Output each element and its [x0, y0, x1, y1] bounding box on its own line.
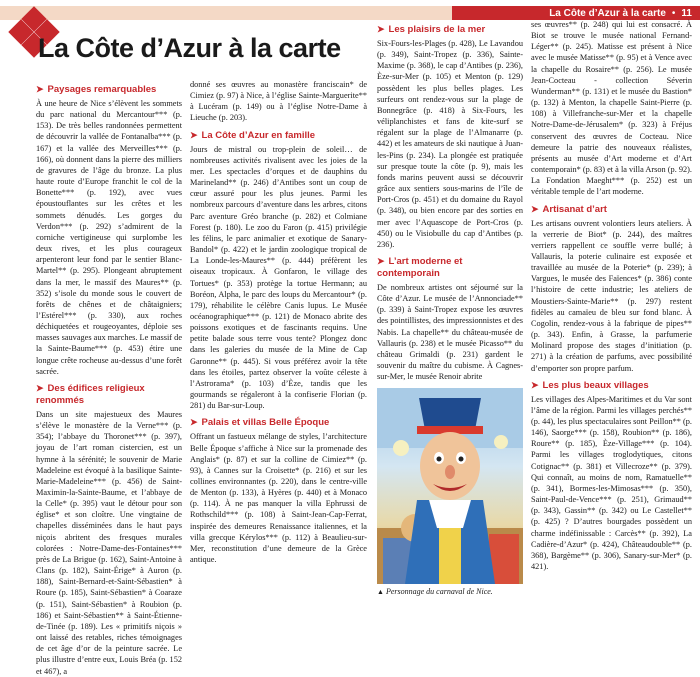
page-number: 11	[681, 7, 692, 19]
header-band	[452, 6, 700, 20]
paragraph: donné ses œuvres au monastère franciscain* de Cimiez (p. 97) à Nice, à l’église Sainte-Marguerite** à Lucéram (p. 149) ou à l’église Notre-Dame à Lieuche (p. 203).	[190, 80, 367, 123]
paragraph: Dans un site majestueux des Maures s’élève le monastère de la Verne*** (p. 354); l’abbaye du Thoronet*** (p. 397), joyau de l’art roman cistercien, est un hymne à la sérénité; le souvenir de Marie Madeleine est évoqué à la basilique Sainte-Marie-Madeleine*** (p. 456) de Saint-Maximin-la-Sainte-Baume, et l’abbaye de la Celle* (p. 395) vaut le détour pour son église* et son cloître. Une vingtaine de chapelles disséminées dans le haut pays niçois abritent des fresques murales colorées : Notre-Dame-des-Fontaines*** près de La Brigue (p. 162), Saint-Antoine à Clans (p. 182), Saint-Érige* à Auron (p. 188), Saint-Bernard-et-Saint-Sébastien* à Roure (p. 185), Saint-Sébastien* à Coaraze (p. 151), Saint-Sébastien* à Roubion (p. 186) et Saint-Sébastien** à Saint-Étienne-de-Tinée (p. 189). Les « primitifs niçois » ont laissé des retables, riches témoignages de cet âge d’or de la peinture sacrée. Le plus illustre d’entre eux, Louis Bréa (p. 152 et 467), a	[36, 409, 182, 676]
section-heading: ➤ Les plaisirs de la mer	[377, 24, 486, 35]
arrow-icon: ➤	[190, 417, 198, 428]
section-heading: ➤ Paysages remarquables	[36, 84, 157, 95]
page-title: La Côte d’Azur à la carte	[38, 33, 341, 63]
paragraph: Les villages des Alpes-Maritimes et du Var sont l’âme de la région. Parmi les villages perchés** (p. 44), les plus spectaculaires sont Peillon** (p. 146), Saorge*** (p. 158), Roubion** (p. 186), Roure** (p. 185), Èze-Village*** (p. 104). Parmi les villages troglodytiques, citons Cotignac** (p. 381) et Villecroze** (p. 379). Qui connaît, au moins de nom, Ramatuelle** (p. 341), Bormes-les-Mimosas*** (p. 350), Saint-Paul-de-Vence*** (p. 251), Grimaud** (p. 343), Gassin** (p. 342) ou Le Castellet** (p. 425) ? D’autres bourgades possèdent un charme indéfinissable : Carcès** (p. 392), La Cadière-d’Azur* (p. 424), Châteaudouble** (p. 368), Bargème** (p. 306), Sanary-sur-Mer* (p. 421).	[531, 394, 692, 572]
arrow-icon: ➤	[36, 84, 44, 94]
column-4	[531, 19, 692, 572]
section-heading: ➤ L’art moderne et contemporain	[377, 255, 463, 279]
column-2	[190, 79, 367, 565]
photo-caption: ▲ Personnage du carnaval de Nice.	[377, 587, 493, 597]
column-3	[377, 19, 523, 597]
header-separator: •	[671, 7, 676, 19]
arrow-icon: ➤	[377, 24, 385, 34]
section-heading: ➤ Palais et villas Belle Époque	[190, 417, 330, 429]
section-heading: ➤ Des édifices religieux renommés	[36, 382, 145, 406]
section-heading: ➤ Les plus beaux villages	[531, 379, 649, 391]
arrow-icon: ➤	[190, 129, 198, 140]
arrow-icon: ➤	[36, 382, 44, 393]
arrow-icon: ➤	[531, 379, 539, 390]
arrow-icon: ➤	[531, 203, 539, 214]
arrow-icon: ➤	[377, 255, 385, 266]
header-pale-strip	[0, 6, 452, 20]
paragraph: Offrant un fastueux mélange de styles, l’architecture Belle Époque s’affiche à Nice sur la promenade des Anglais* (p. 87) et sur la colline de Cimiez** (p. 93), à Cannes sur la Croisette* (p. 216) et sur les collines environnantes (p. 220), dans le centre-ville de Menton (p. 133), à Hyères (p. 440) et à Monaco (p. 114). À ne pas manquer la villa Ephrussi de Rothschild*** (p. 108) à Saint-Jean-Cap-Ferrat, inspirée des demeures Renaissance italiennes, et la villa grecque Kérylos*** (p. 112) à Beaulieu-sur-Mer, reconstitution d’une demeure de la Grèce antique.	[190, 432, 367, 565]
section-heading: ➤ La Côte d’Azur en famille	[190, 129, 316, 141]
paragraph: ses œuvres** (p. 248) qui lui est consacré. À Biot se trouve le musée national Fernand-Léger** (p. 245). Matisse est présent à Nice avec le musée Matisse** (p. 95) et à Vence avec la chapelle du Rosaire** (p. 256). Le musée Jean-Cocteau - collection Séverin Wunderman** (p. 131) et le musée du Bastion* (p. 132) à Menton, la chapelle Saint-Pierre (p. 108) à Villefranche-sur-Mer et la chapelle Notre-Dame-de-Jérusalem* (p. 323) à Fréjus conservent des œuvres de Cocteau. Nice demeure la patrie des nouveaux réalistes, présents au musée d’Art moderne et d’Art contemporain* (p. 83) et à la villa Arson (p. 92). La Fondation Maeght*** (p. 252) est un véritable temple de l’art moderne.	[531, 20, 692, 197]
column-1	[36, 79, 182, 676]
section-heading: ➤ Artisanat d’art	[531, 203, 607, 215]
paragraph: Les artisans ouvrent volontiers leurs ateliers. À la verrerie de Biot* (p. 244), des maîtres verriers rappellent ce souffle verre bullé; à Vallauris, la poterie culinaire est exposée et travaillée au musée de la Poterie* (p. 239); à Vargues, le musée des Faïences* (p. 386) conte l’histoire de cette industrie; les ateliers de Moustiers-Sainte-Marie** (p. 297) restent fidèles au camaïeu de bleu sur fond blanc. À Cogolin, rendez-vous à la fabrique de pipes** (p. 343). Enfin, à Grasse, la parfumerie Molinard propose des stages d’initiation (p. 271) à la création de parfums, avec possibilité d’emporter son propre parfum.	[531, 218, 692, 373]
paragraph: À une heure de Nice s’élèvent les sommets du parc national du Mercantour*** (p. 153). De très belles randonnées permettent de découvrir la vallée de Fontanalba*** (p. 167) et la vallée des Merveilles*** (p. 166), où donnent dans la pierre des milliers de gravures de l’âge du bronze. La plus haute route d’Europe franchit le col de la Bonette*** (p. 192), avec vues époustouflantes sur les crêtes et les sommets dénudés. Les gorges du Verdon*** (p. 292) s’admirent de la corniche vertigineuse qui surplombe les deux rives, et les plus courageux arpenteront leur fond par le sentier Blanc-Martel** (p. 295). Plongeant abruptement dans la mer, le massif des Maures** (p. 352) s’isole du monde sous le couvert de forêts de chênes et de châtaigniers; l’Estérel*** (p. 330), aux roches déchiquetées et rougeoyantes, déploie ses masses sauvages aux marches. Le massif de la Sainte-Baume*** (p. 453) étire une longue crête rocheuse au-dessus d’une forêt sacrée.	[36, 99, 182, 376]
triangle-icon: ▲	[377, 588, 384, 597]
paragraph: Six-Fours-les-Plages (p. 428), Le Lavandou (p. 349), Saint-Tropez (p. 336), Sainte-Maxime (p. 368), le cap d’Antibes (p. 236), Èze-sur-Mer (p. 105) et Menton (p. 129) possèdent les plus belles plages. Les surfeurs ont rendez-vous sur la plage de Bonnegrâce (p. 418) à Six-Fours, les véliplanchistes et fans de kite-surf se régalent sur la plage de l’Almanarre (p. 442) et les amateurs de ski nautique à Juan-les-Pins (p. 234). La plongée est pratiquée sur presque toute la côte (p. 9), mais les fonds marins peuvent aussi se découvrir grâce aux sentiers sous-marins de l’île de Port-Cros (p. 451) et du domaine du Rayol (p. 348), ou bien encore par des sorties en mer avec l’Aquascope de Port-Cros (p. 450) ou le Visiobulle du cap d’Antibes (p. 236).	[377, 39, 523, 249]
carnival-figure-illustration	[377, 388, 523, 584]
carnival-photo	[377, 388, 523, 584]
running-title: La Côte d’Azur à la carte	[549, 7, 666, 19]
paragraph: De nombreux artistes ont séjourné sur la Côte d’Azur. Le musée de l’Annonciade** (p. 339) à Saint-Tropez expose les œuvres des pointillistes, des impressionnistes et des Nabis. La chapelle** du château-musée de Vallauris (p. 238) et le musée Picasso** du château Grimaldi (p. 231) gardent le souvenir du maître du cubisme. À Cagnes-sur-Mer, le musée Renoir abrite	[377, 282, 523, 382]
paragraph: Jours de mistral ou trop-plein de soleil… de nombreuses activités rivalisent avec les joies de la mer. Les spectacles d’orques et de dauphins du Marineland** (p. 246) d’Antibes sont un coup de cœur assuré pour les plus jeunes. Parmi les nombreux parcours d’aventure dans les arbres, citons Parc aventure Gréo branche (p. 282) et Colmiane Forest (p. 180). Le zoo du Faron (p. 415) privilégie les félins, le parc animalier et exotique de Sanary-Bandol* (p. 422) et le jardin zoologique tropical de La Londe-les-Maures** (p. 444) préfèrent les oiseaux tropicaux. À Gonfaron, le village des Tortues* (p. 353) protège la tortue Hermann; au Boréon, Alpha, le parc des loups du Mercantour* (p. 179), réhabilite le célèbre Canis lupus. Le Musée océanographique*** (p. 121) de Monaco abrite des poissons exotiques et de fascinants requins. Une petite balade sous terre vous tente? Plongez donc dans les galeries du musée de la Mine de Cap Garonne** (p. 445). Si vous préférez avoir la tête dans les étoiles, partez observer la voûte céleste à l’Astrorama* (p. 103) d’Èze, tandis que les gourmands se régaleront à la confiserie Florian (p. 281) du Bar-sur-Loup.	[190, 144, 367, 411]
